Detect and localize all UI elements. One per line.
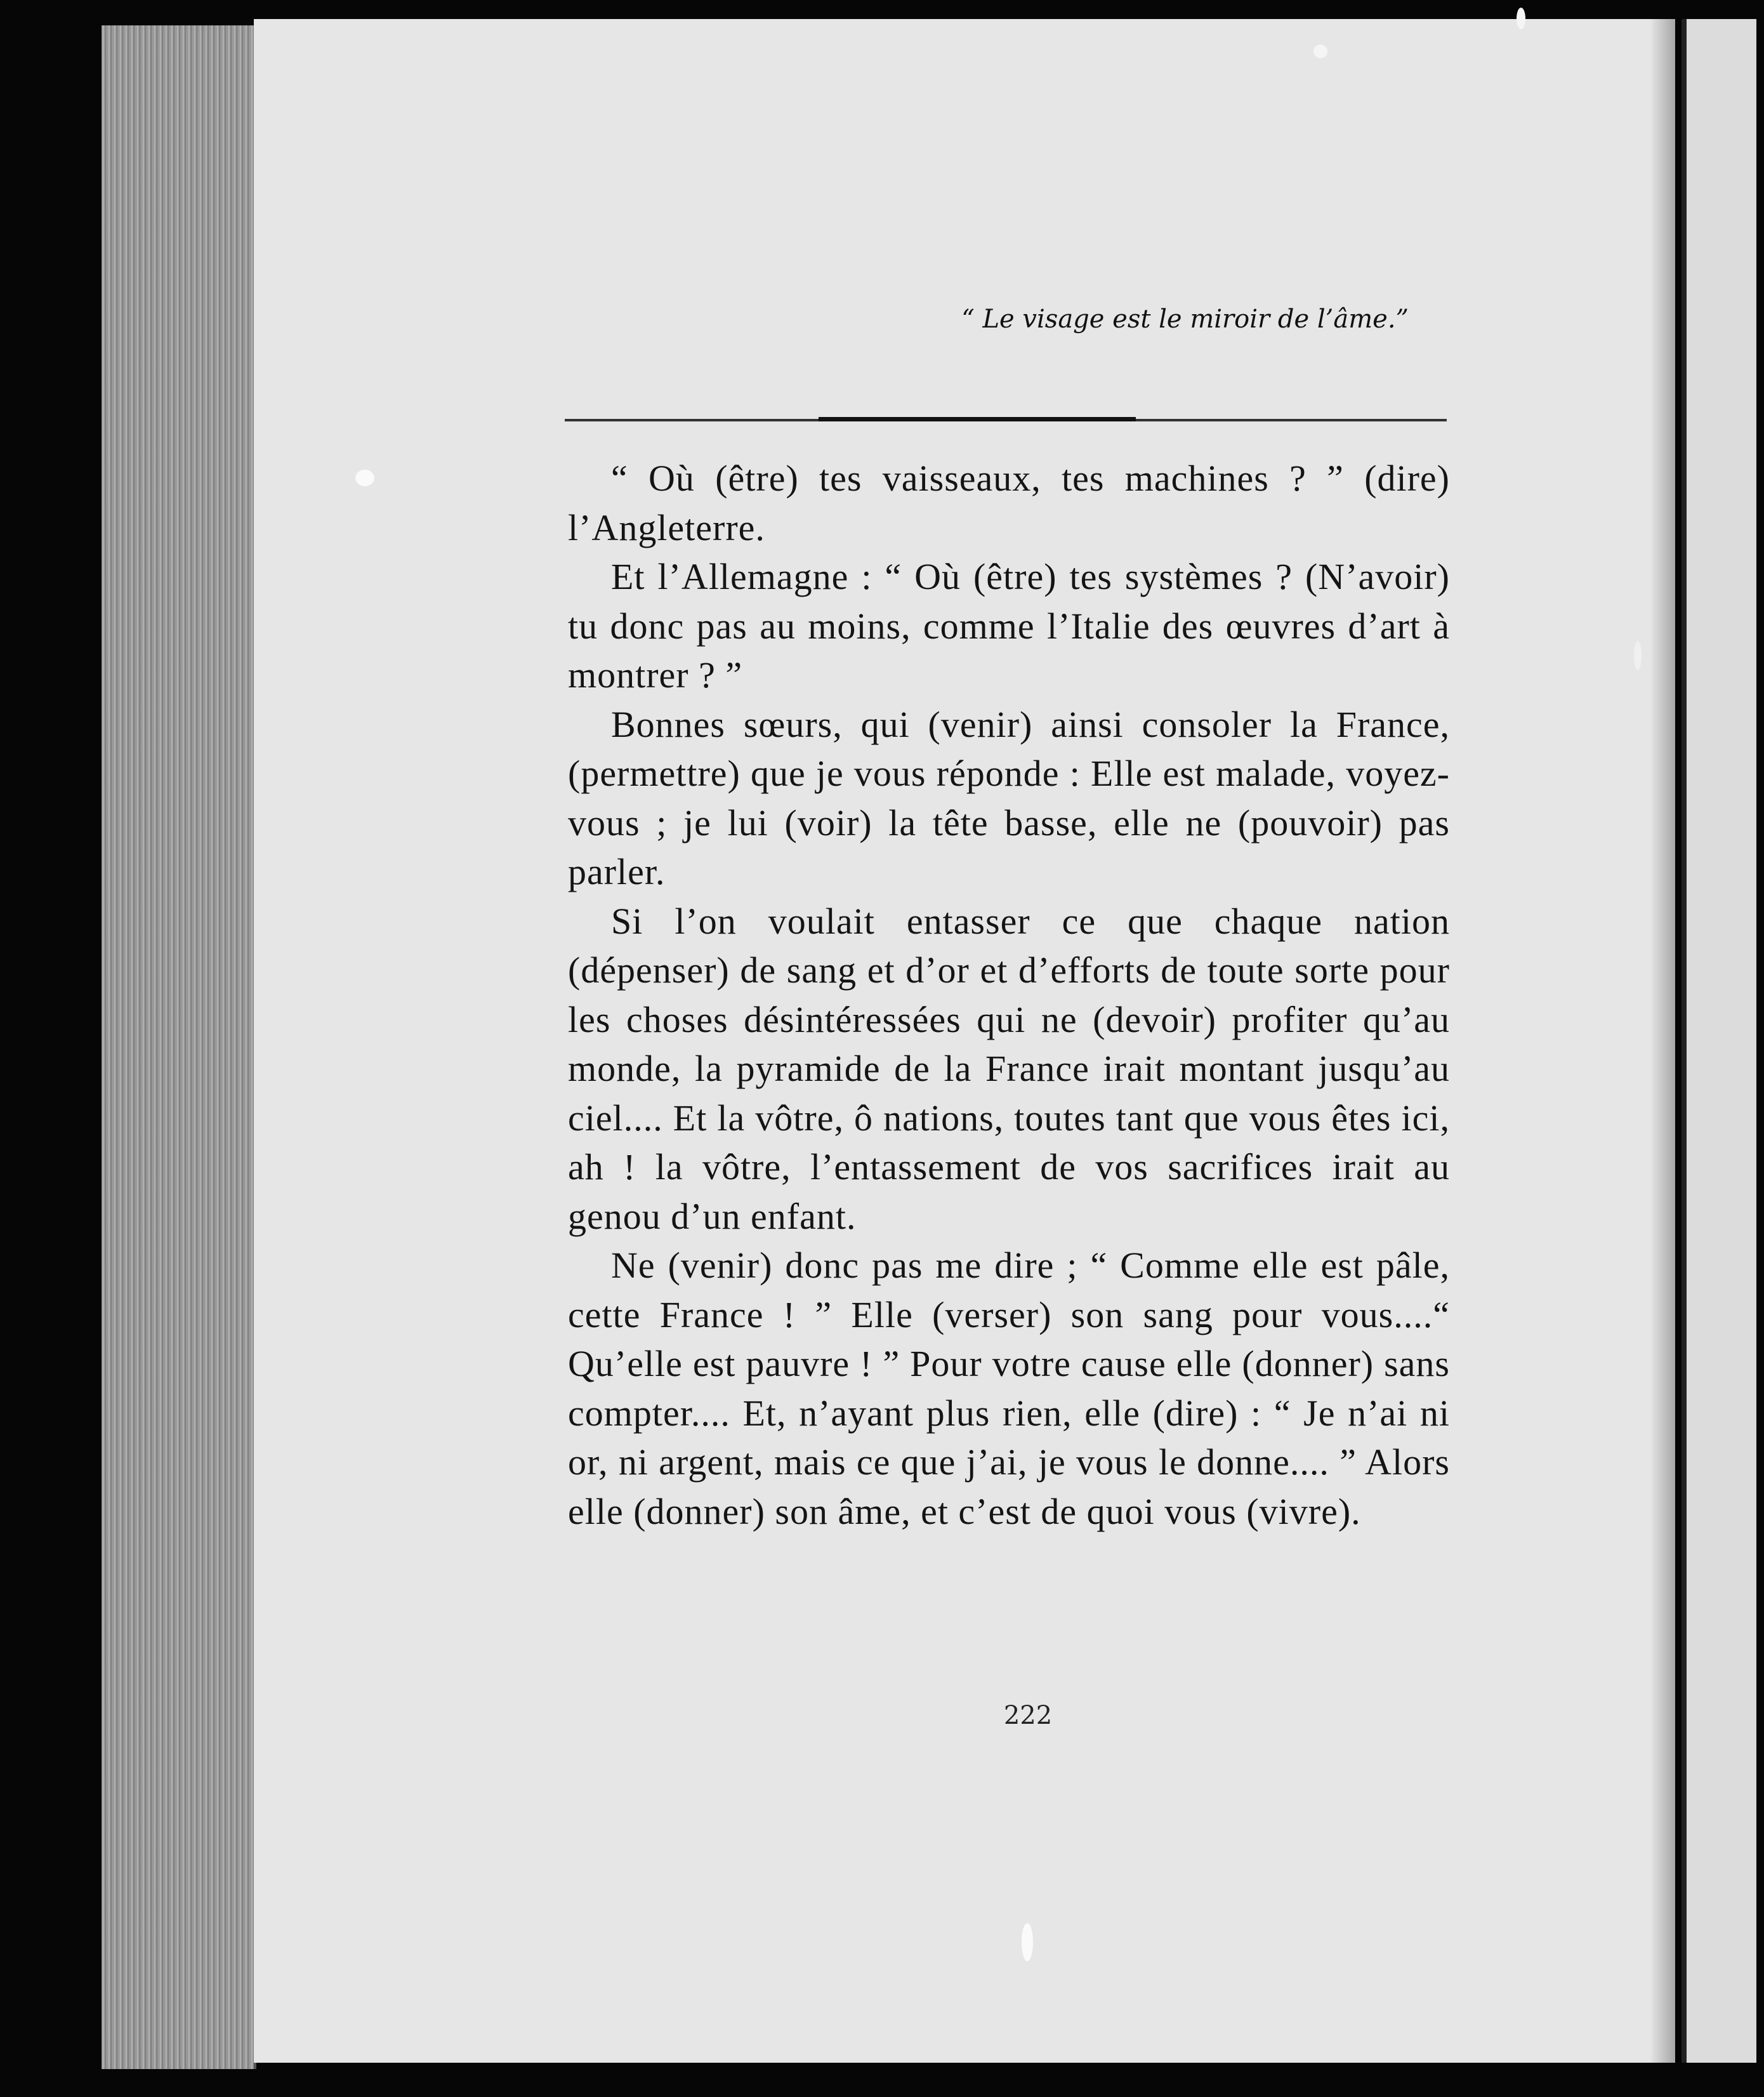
paragraph-1: “ Où (être) tes vaisseaux, tes machines ? ” (dire) l’Angleterre. (568, 458, 1450, 548)
gutter-shadow (1650, 19, 1682, 2063)
scan-speck (1634, 641, 1642, 670)
scan-speck (1022, 1923, 1033, 1961)
scan-speck (1313, 44, 1327, 58)
paragraph-4: Si l’on voulait entasser ce que chaque nation (dépenser) de sang et d’or et d’efforts de toute sorte pour les choses désintéressées qui ne (devoir) profiter qu’au monde, la pyramide de la France irait montant jusqu’au ciel.... Et la vôtre, ô nations, toutes tant que vous êtes ici, ah ! la vôtre, l’entassement de vos sacrifices irait au genou d’un enfant. (568, 900, 1450, 1237)
paragraph-5: Ne (venir) donc pas me dire ; “ Comme elle est pâle, cette France ! ” Elle (verser) son sang pour vous....“ Qu’elle est pauvre ! ” Pour votre cause elle (donner) sans compter.... Et, n’ayant plus rien, elle (dire) : “ Je n’ai ni or, ni argent, mais ce que j’ai, je vous le donne.... ” Alors elle (donner) son âme, et c’est de quoi vous (vivre). (568, 1245, 1450, 1532)
facing-page-edge (1682, 19, 1756, 2063)
header-rule-center (819, 417, 1136, 421)
scan-speck (355, 470, 374, 486)
book-page-edges (102, 25, 256, 2069)
paragraph-2: Et l’Allemagne : “ Où (être) tes systèmes ? (N’avoir) tu donc pas au moins, comme l’Italie des œuvres d’art à montrer ? ” (568, 556, 1450, 696)
scan-speck (1517, 8, 1525, 29)
page-number: 222 (1003, 1701, 1053, 1730)
body-text (568, 454, 1450, 1536)
epigraph: “ Le visage est le miroir de l’âme.” (961, 305, 1409, 334)
paragraph-3: Bonnes sœurs, qui (venir) ainsi consoler la France, (permettre) que je vous réponde : Elle est malade, voyez-vous ; je lui (voir) la tête basse, elle ne (pouvoir) pas parler. (568, 703, 1450, 892)
